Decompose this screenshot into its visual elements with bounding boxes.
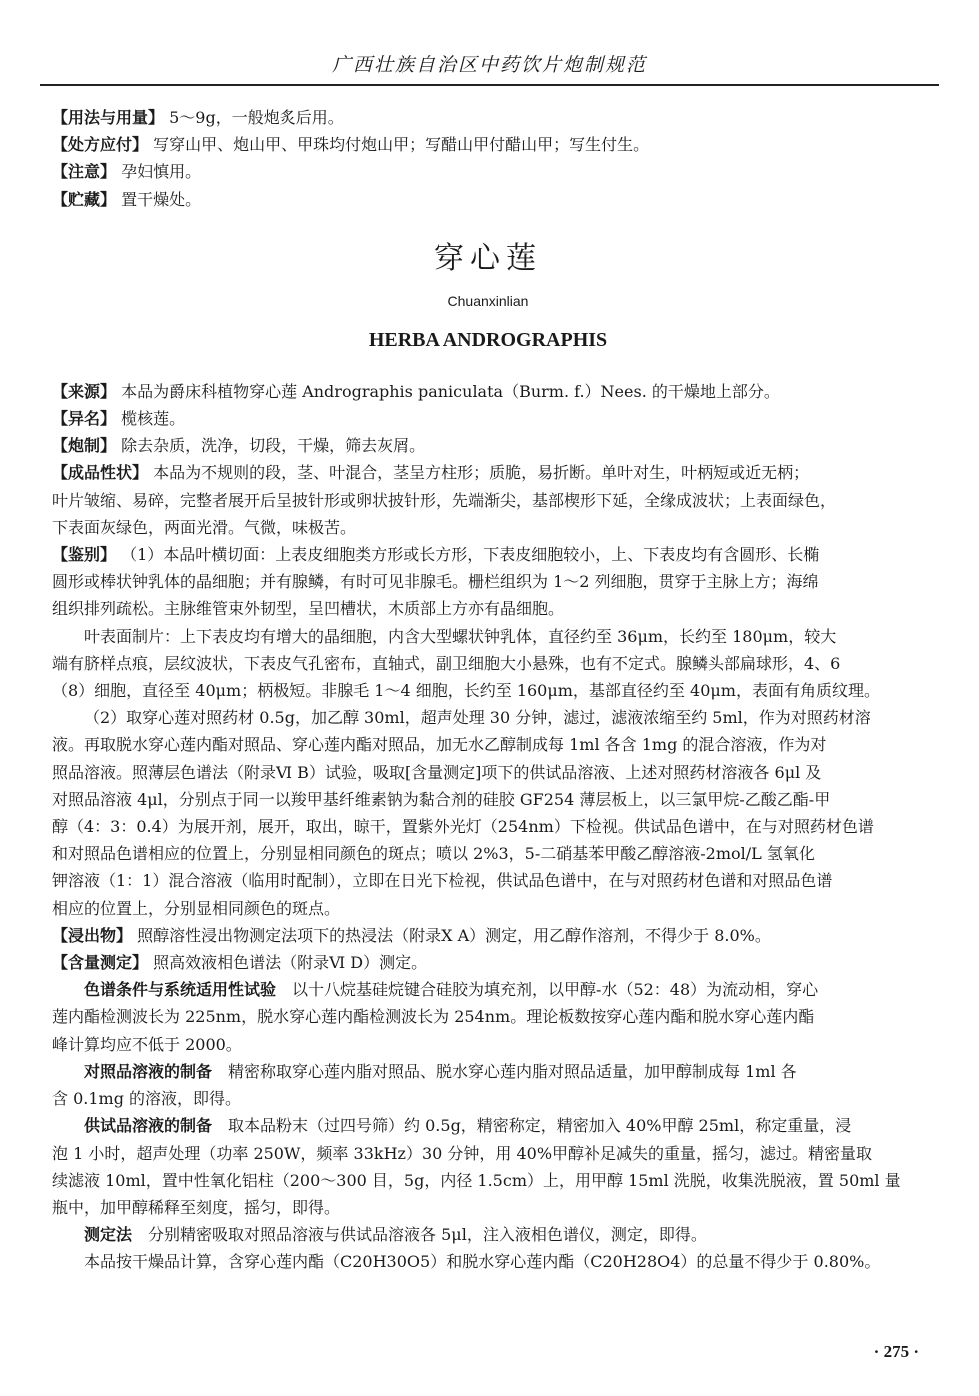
text-line [52, 867, 924, 894]
text-line [52, 786, 924, 813]
line-text: 续滤液 10ml，置中性氧化铝柱（200～300 目，5g，内径 1.5cm）上，用甲醇 15ml 洗脱，收集洗脱液，置 50ml 量 [52, 1170, 901, 1190]
text-line [52, 1003, 924, 1030]
line-text: 对照品溶液 4μl，分别点于同一以羧甲基纤维素钠为黏合剂的硅胶 GF254 薄层板上，以三氯甲烷-乙酸乙酯-甲 [52, 789, 831, 809]
line-text: 置干燥处。 [121, 189, 202, 209]
header-rule [40, 84, 939, 86]
line-text: 峰计算均应不低于 2000。 [52, 1034, 242, 1054]
text-line [52, 514, 924, 541]
section-label: 【用法与用量】 [52, 108, 165, 127]
section-line [52, 378, 924, 405]
entry-title: 穿心莲 [434, 240, 542, 276]
text-line [52, 1167, 924, 1194]
section-label: 【炮制】 [52, 436, 117, 456]
text-line [52, 487, 924, 514]
line-text: （1）本品叶横切面：上表皮细胞类方形或长方形，下表皮细胞较小，上、下表皮均有含圆形、长椭 [121, 545, 820, 565]
line-text: （2）取穿心莲对照药材 0.5g，加乙醇 30ml，超声处理 30 分钟，滤过，滤液浓缩至约 5ml，作为对照药材溶 [84, 708, 871, 728]
section-line [52, 949, 924, 976]
line-text: 醇（4：3：0.4）为展开剂，展开，取出，晾干，置紫外光灯（254nm）下检视。供试品色谱中，在与对照药材色谱 [52, 817, 874, 837]
entry-body [52, 378, 924, 1276]
section-label: 【贮藏】 [52, 189, 117, 209]
line-text: 液。再取脱水穿心莲内酯对照品、穿心莲内酯对照品，加无水乙醇制成每 1ml 各含 1mg 的混合溶液，作为对 [52, 735, 827, 755]
line-text: 5～9g，一般炮炙后用。 [169, 108, 344, 127]
line-text: 除去杂质，洗净，切段，干燥，筛去灰屑。 [121, 436, 426, 456]
subsection-line [52, 1058, 924, 1085]
line-text: 相应的位置上，分别显相同颜色的斑点。 [52, 898, 341, 918]
line-text: 圆形或棒状钟乳体的晶细胞；并有腺鳞，有时可见非腺毛。栅栏组织为 1～2 列细胞，贯穿于主脉上方；海绵 [52, 572, 819, 592]
text-line [52, 568, 924, 595]
line-text: 端有脐样点痕，层纹波状，下表皮气孔密布，直轴式，副卫细胞大小悬殊，也有不定式。腺鳞头部扁球形，4、6 [52, 653, 841, 673]
header-title: 广西壮族自治区中药饮片炮制规范 [331, 54, 647, 76]
line-text: 含 0.1mg 的溶液，即得。 [52, 1089, 242, 1109]
line-text: 精密称取穿心莲内脂对照品、脱水穿心莲内脂对照品适量，加甲醇制成每 1ml 各 [228, 1061, 797, 1081]
line-text: 叶片皱缩、易碎，完整者展开后呈披针形或卵状披针形，先端渐尖，基部楔形下延，全缘成波状；上表面绿色， [52, 490, 837, 510]
text-line [52, 595, 924, 622]
section-line [52, 186, 924, 213]
text-line [52, 1085, 924, 1112]
section-label: 【处方应付】 [52, 135, 149, 155]
section-label: 【异名】 [52, 409, 117, 429]
text-line [52, 650, 924, 677]
section-line [52, 432, 924, 459]
line-text: 照高效液相色谱法（附录Ⅵ D）测定。 [153, 953, 428, 973]
page-content [52, 104, 924, 1276]
entry-pinyin: Chuanxinlian [447, 292, 529, 309]
subsection-label: 对照品溶液的制备 [84, 1061, 213, 1081]
running-header [40, 0, 939, 86]
text-line [52, 623, 924, 650]
section-label: 【浸出物】 [52, 925, 133, 945]
line-text: 榄核莲。 [121, 409, 186, 429]
subsection-label: 供试品溶液的制备 [84, 1116, 213, 1136]
entry-latin-name: HERBA ANDROGRAPHIS [368, 328, 608, 351]
line-text: 泡 1 小时，超声处理（功率 250W，频率 33kHz）30 分钟，用 40%甲醇补足减失的重量，摇匀，滤过。精密量取 [52, 1143, 873, 1163]
section-label: 【注意】 [52, 162, 117, 182]
section-line [52, 405, 924, 432]
text-line [52, 1248, 924, 1275]
section-label: 【成品性状】 [52, 463, 149, 483]
text-line [52, 704, 924, 731]
line-text: 照醇溶性浸出物测定法项下的热浸法（附录Ⅹ A）测定，用乙醇作溶剂，不得少于 8.0%。 [137, 925, 771, 945]
subsection-label: 测定法 [84, 1225, 133, 1245]
line-text: 叶表面制片：上下表皮均有增大的晶细胞，内含大型螺状钟乳体，直径约至 36μm，长约至 180μm，较大 [84, 626, 837, 646]
line-text: 下表面灰绿色，两面光滑。气微，味极苦。 [52, 517, 357, 537]
line-text: （8）细胞，直径至 40μm；柄极短。非腺毛 1～4 细胞，长约至 160μm，基部直径约至 40μm，表面有角质纹理。 [52, 681, 880, 701]
line-text: 莲内酯检测波长为 225nm，脱水穿心莲内酯检测波长为 254nm。理论板数按穿心莲内酯和脱水穿心莲内酯 [52, 1007, 815, 1027]
line-text: 钾溶液（1：1）混合溶液（临用时配制），立即在日光下检视，供试品色谱中，在与对照药材色谱和对照品色谱 [52, 871, 833, 891]
line-text: 本品为不规则的段，茎、叶混合，茎呈方柱形；质脆，易折断。单叶对生，叶柄短或近无柄； [153, 463, 810, 483]
line-text: 瓶中，加甲醇稀释至刻度，摇匀，即得。 [52, 1197, 341, 1217]
text-line [52, 840, 924, 867]
subsection-line [52, 976, 924, 1003]
page-number: · 275 · [873, 1342, 919, 1361]
line-text: 本品为爵床科植物穿心莲 Andrographis paniculata（Burm. f.）Nees. 的干燥地上部分。 [121, 381, 780, 401]
section-line [52, 131, 924, 158]
text-line [52, 759, 924, 786]
line-text: 和对照品色谱相应的位置上，分别显相同颜色的斑点；喷以 2%3，5-二硝基苯甲酸乙醇溶液-2mol/L 氢氧化 [52, 844, 815, 864]
line-text: 取本品粉末（过四号筛）约 0.5g，精密称定，精密加入 40%甲醇 25ml，称定重量，浸 [228, 1116, 852, 1136]
line-text: 以十八烷基硅烷键合硅胶为填充剂，以甲醇-水（52：48）为流动相，穿心 [292, 980, 819, 1000]
subsection-label: 色谱条件与系统适用性试验 [84, 980, 277, 1000]
subsection-line [52, 1221, 924, 1248]
section-label: 【来源】 [52, 381, 117, 401]
line-text: 组织排列疏松。主脉维管束外韧型，呈凹槽状，木质部上方亦有晶细胞。 [52, 599, 565, 619]
line-text: 孕妇慎用。 [121, 162, 202, 182]
text-line [52, 895, 924, 922]
text-line [52, 731, 924, 758]
section-line [52, 158, 924, 185]
text-line [52, 1140, 924, 1167]
section-line [52, 922, 924, 949]
section-label: 【含量测定】 [52, 953, 149, 973]
text-line [52, 677, 924, 704]
section-line [52, 541, 924, 568]
section-label: 【鉴别】 [52, 545, 117, 565]
text-line [52, 1031, 924, 1058]
line-text: 分别精密吸取对照品溶液与供试品溶液各 5μl，注入液相色谱仪，测定，即得。 [148, 1225, 707, 1245]
section-line [52, 104, 924, 131]
subsection-line [52, 1112, 924, 1139]
line-text: 照品溶液。照薄层色谱法（附录Ⅵ B）试验，吸取[含量测定]项下的供试品溶液、上述对照药材溶液各 6μl 及 [52, 762, 822, 782]
text-line [52, 813, 924, 840]
text-line [52, 1194, 924, 1221]
line-text: 本品按干燥品计算，含穿心莲内酯（C20H30O5）和脱水穿心莲内酯（C20H28O4）的总量不得少于 0.80%。 [84, 1252, 881, 1272]
section-line [52, 459, 924, 486]
previous-entry-section [52, 104, 924, 213]
line-text: 写穿山甲、炮山甲、甲珠均付炮山甲；写醋山甲付醋山甲；写生付生。 [153, 135, 650, 155]
